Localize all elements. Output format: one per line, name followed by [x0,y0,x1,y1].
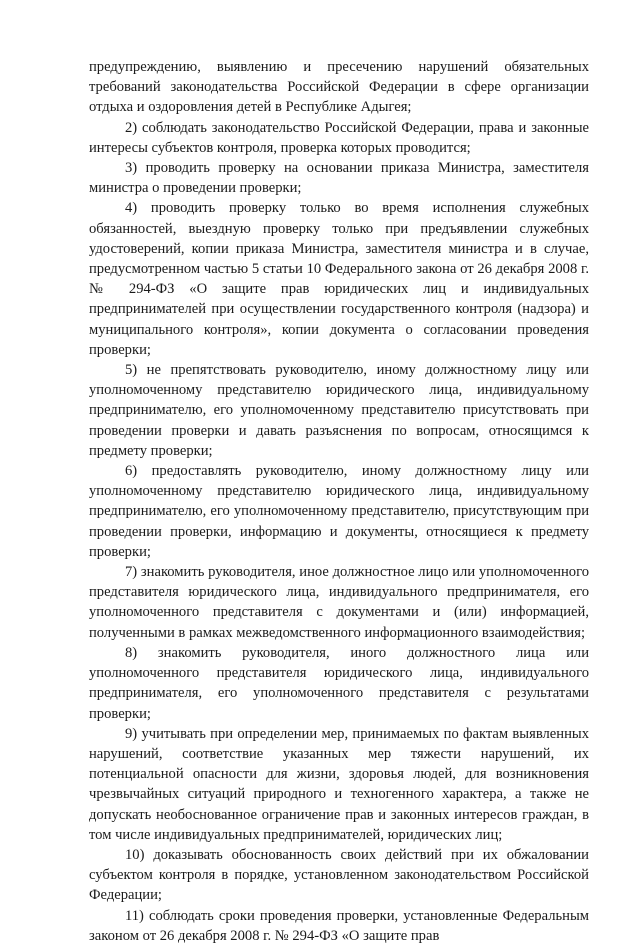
paragraph-item-10: 10) доказывать обоснованность своих действий при их обжаловании субъектом контроля в порядке, установленном законодательством Российской Федерации; [89,846,589,904]
paragraph-continuation: предупреждению, выявлению и пресечению нарушений обязательных требований законодательства Российской Федерации в сфере организации отдыха и оздоровления детей в Республике Адыгея; [89,59,589,116]
paragraph-item-9: 9) учитывать при определении мер, принимаемых по фактам выявленных нарушений, соответствие указанных мер тяжести нарушений, их потенциальной опасности для жизни, здоровья людей, для возникновения чрезвычайных ситуаций природного и техногенного характера, а также не допускать необоснованное ограничение прав и законных интересов граждан, в том числе индивидуальных предпринимателей, юридических лиц; [89,725,589,843]
paragraph-item-2: 2) соблюдать законодательство Российской Федерации, права и законные интересы субъектов контроля, проверка которых проводится; [89,119,589,156]
document-body [89,57,589,946]
paragraph-item-4: 4) проводить проверку только во время исполнения служебных обязанностей, выездную проверку только при предъявлении служебных удостоверений, копии приказа Министра, заместителя министра и в случае, предусмотренном частью 5 статьи 10 Федерального закона от 26 декабря 2008 г. № 294-ФЗ «О защите прав юридических лиц и индивидуальных предпринимателей при осуществлении государственного контроля (надзора) и муниципального контроля», копии документа о согласовании проведения проверки; [89,200,589,358]
paragraph-item-8: 8) знакомить руководителя, иного должностного лица или уполномоченного представителя юридического лица, индивидуального предпринимателя, его уполномоченного представителя с результатами проверки; [89,644,589,722]
paragraph-item-11: 11) соблюдать сроки проведения проверки, установленные Федеральным законом от 26 декабря 2008 г. № 294-ФЗ «О защите прав [89,907,589,944]
paragraph-item-5: 5) не препятствовать руководителю, иному должностному лицу или уполномоченному представителю юридического лица, индивидуальному предпринимателю, его уполномоченному представителю присутствовать при проведении проверки и давать разъяснения по вопросам, относящимся к предмету проверки; [89,362,589,459]
paragraph-item-6: 6) предоставлять руководителю, иному должностному лицу или уполномоченному представителю юридического лица, индивидуальному предпринимателю, его уполномоченному представителю, присутствующим при проведении проверки, информацию и документы, относящиеся к предмету проверки; [89,463,589,560]
paragraph-item-7: 7) знакомить руководителя, иное должностное лицо или уполномоченного представителя юридического лица, индивидуального предпринимателя, его уполномоченного представителя с документами и (или) информацией, полученными в рамках межведомственного информационного взаимодействия; [89,564,589,641]
paragraph-item-3: 3) проводить проверку на основании приказа Министра, заместителя министра о проведении проверки; [89,160,589,197]
